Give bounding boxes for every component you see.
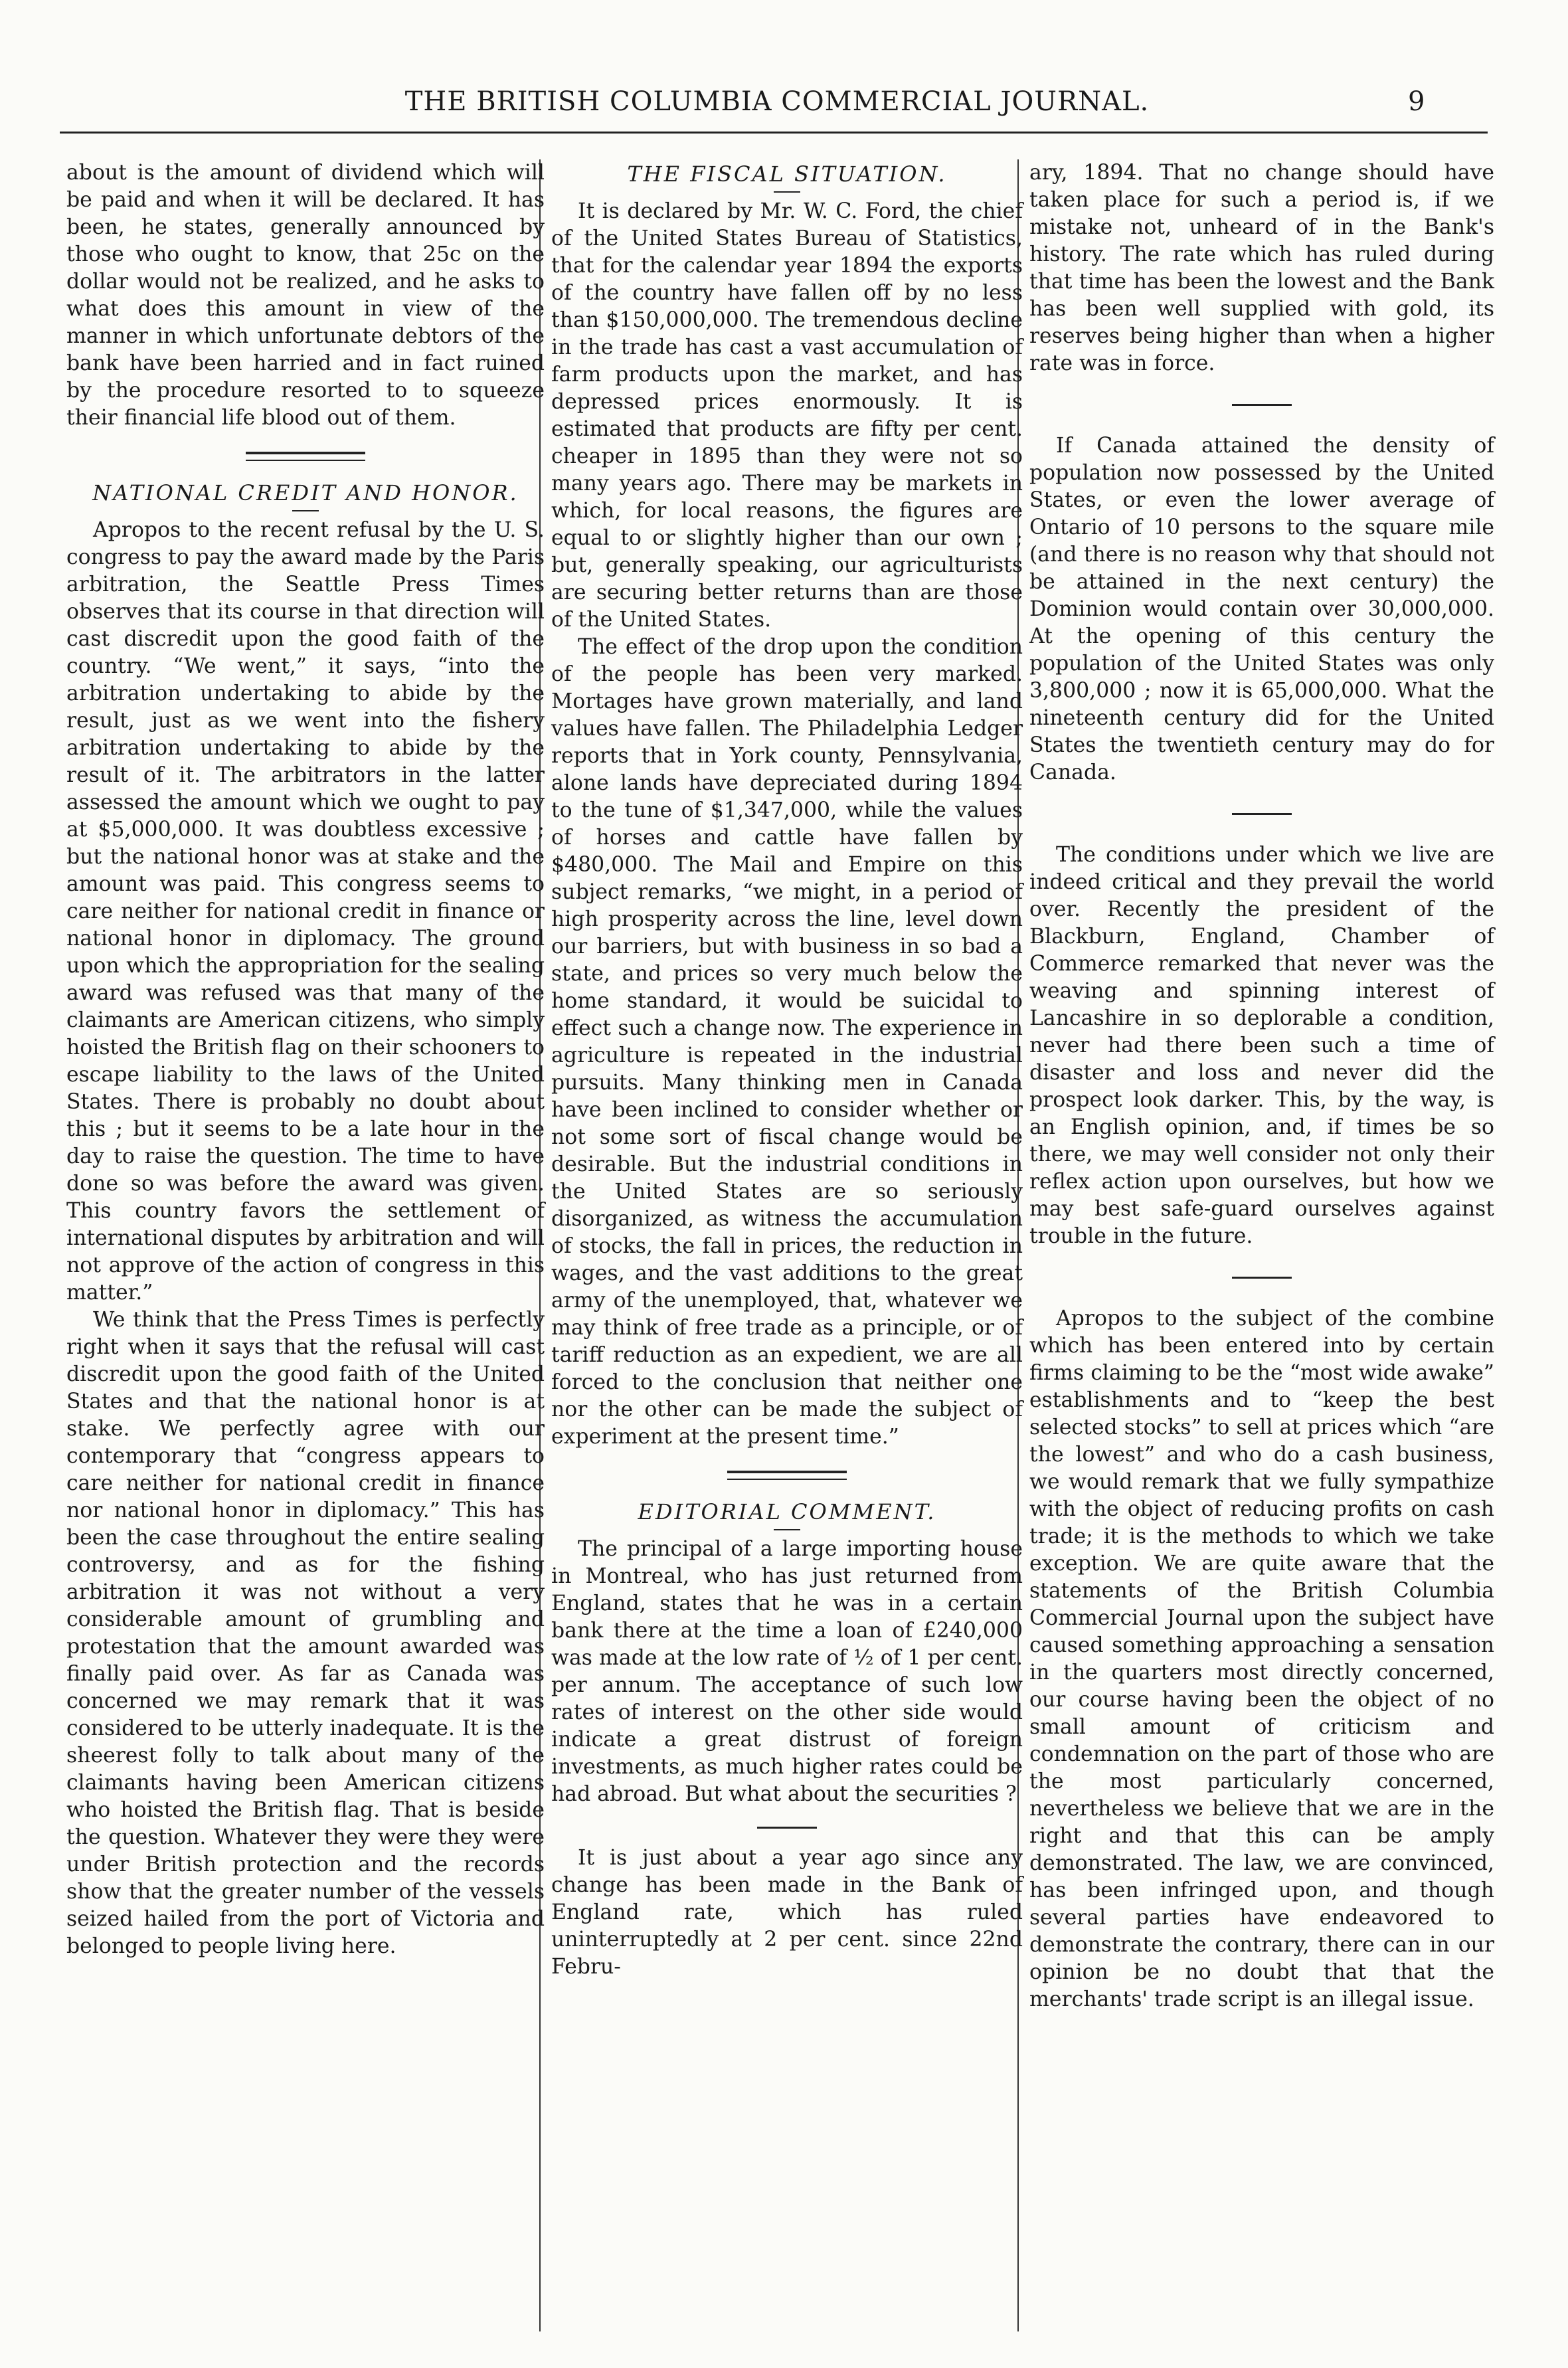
article-continuation: about is the amount of dividend which will be paid and when it will be declared. It has been, he states, generally announced by those who ought to know, that 25c on the dollar would not be realized, and he asks to what does this amount in view of the manner in which unfortunate debtors of the bank have been harried and in fact ruined by the procedure resorted to to squeeze their financial life blood out of them. bbox=[66, 161, 545, 430]
paragraph-national-credit-2: We think that the Press Times is perfectly right when it says that the refusal will cast discredit upon the good faith of the United States and that the national honor is at stake. We perfectly agree with our contemporary that “congress appears to care neither for national credit in finance nor national honor in diplomacy.” This has been the case throughout the entire sealing controversy, and as for the fishing arbitration it was not without a very considerable amount of grumbling and protestation that the amount awarded was finally paid over. As far as Canada was concerned we may remark that it was considered to be utterly inadequate. It is the sheerest folly to talk about many of the claimants having been American citizens who hoisted the British flag. That is beside the question. Whatever they were they were under British protection and the records show that the greater number of the vessels seized hailed from the port of Victoria and belonged to people living here. bbox=[66, 1308, 545, 1958]
header-rule bbox=[60, 132, 1488, 134]
item-separator bbox=[1232, 1277, 1292, 1279]
column-2 bbox=[551, 159, 1023, 1981]
paragraph-conditions: The conditions under which we live are indeed critical and they prevail the world over. Recently the president of the Blackburn, England, Chamber of Commerce remarked that never was the weaving and spinning interest of Lancashire in so deplorable a condition, never had there been such a time of disaster and loss and never did the prospect look darker. This, by the way, is an English opinion, and, if times be so there, we may well consider not only their reflex action upon ourselves, but how we may best safe-guard ourselves against trouble in the future. bbox=[1029, 843, 1494, 1248]
journal-title: THE BRITISH COLUMBIA COMMERCIAL JOURNAL. bbox=[404, 86, 1150, 117]
item-separator bbox=[1232, 813, 1292, 815]
heading-editorial-comment: EDITORIAL COMMENT. bbox=[638, 1499, 936, 1524]
section-rule bbox=[727, 1471, 847, 1480]
paragraph-bank-rate-continued: ary, 1894. That no change should have taken place for such a period is, if we mistake not, unheard of in the Bank's history. The rate which has ruled during that time has been the lowest and the Bank has been well supplied with gold, its reserves being higher than when a higher rate was in force. bbox=[1029, 161, 1494, 375]
column-1 bbox=[66, 159, 545, 1960]
paragraph-national-credit-1: Apropos to the recent refusal by the U. S. congress to pay the award made by the Paris arbitration, the Seattle Press Times observes that its course in that direction will cast discredit upon the good faith of the country. “We went,” it says, “into the arbitration undertaking to abide by the result, just as we went into the fishery arbitration undertaking to abide by the result of it. The arbitrators in the latter assessed the amount which we ought to pay at $5,000,000. It was doubtless excessive ; but the national honor was at stake and the amount was paid. This congress seems to care neither for national credit in finance or national honor in diplomacy. The ground upon which the appropriation for the sealing award was refused was that many of the claimants are American citizens, who simply hoisted the British flag on their schooners to escape liability to the laws of the United States. There is probably no doubt about this ; but it seems to be a late hour in the day to raise the question. The time to have done so was before the award was given. This country favors the settlement of international disputes by arbitration and will not approve of the action of congress in this matter.” bbox=[66, 518, 545, 1305]
paragraph-editorial-2: It is just about a year ago since any change has been made in the Bank of England rate, which has ruled uninterruptedly at 2 per cent. since 22nd Febru- bbox=[551, 1846, 1023, 1979]
item-separator bbox=[1232, 404, 1292, 406]
heading-dash bbox=[292, 510, 319, 511]
page-number: 9 bbox=[1408, 86, 1425, 117]
paragraph-editorial-1: The principal of a large importing house in Montreal, who has just returned from England, states that he was in a certain bank there at the time a loan of £240,000 was made at the low rate of ½ of 1 per cent. per annum. The acceptance of such low rates of interest on the other side would indicate a great distrust of foreign investments, as much higher rates could be had abroad. But what about the securities ? bbox=[551, 1537, 1023, 1806]
heading-national-credit: NATIONAL CREDIT AND HONOR. bbox=[92, 480, 519, 505]
paragraph-fiscal-1: It is declared by Mr. W. C. Ford, the chief of the United States Bureau of Statistics, that for the calendar year 1894 the exports of the country have fallen off by no less than $150,000,000. The tremendous decline in the trade has cast a vast accumulation of farm products upon the market, and has depressed prices enormously. It is estimated that products are fifty per cent. cheaper in 1895 than they were not so many years ago. There may be markets in which, for local reasons, the figures are equal to or slightly higher than our own ; but, generally speaking, our agriculturists are securing better returns than are those of the United States. bbox=[551, 199, 1023, 632]
heading-fiscal-situation: THE FISCAL SITUATION. bbox=[627, 161, 947, 187]
column-3 bbox=[1029, 159, 1494, 2013]
paragraph-fiscal-2: The effect of the drop upon the condition of the people has been very marked. Mortages have grown materially, and land values have fallen. The Philadelphia Ledger reports that in York county, Pennsylvania, alone lands have depreciated during 1894 to the tune of $1,347,000, while the values of horses and cattle have fallen by $480,000. The Mail and Empire on this subject remarks, “we might, in a period of high prosperity across the line, level down our barriers, but with business in so bad a state, and prices so very much below the home standard, it would be suicidal to effect such a change now. The experience in agriculture is repeated in the industrial pursuits. Many thinking men in Canada have been inclined to consider whether or not some sort of fiscal change would be desirable. But the industrial conditions in the United States are so seriously disorganized, as witness the accumulation of stocks, the fall in prices, the reduction in wages, and the vast additions to the great army of the unemployed, that, whatever we may think of free trade as a principle, or of tariff reduction as an expedient, we are all forced to the conclusion that neither one nor the other can be made the subject of experiment at the present time.” bbox=[551, 635, 1023, 1449]
masthead bbox=[0, 86, 1568, 126]
heading-dash bbox=[774, 191, 800, 193]
item-separator bbox=[757, 1827, 817, 1829]
heading-dash bbox=[774, 1529, 800, 1530]
paragraph-population: If Canada attained the density of population now possessed by the United States, or even the lower average of Ontario of 10 persons to the square mile (and there is no reason why that should not be attained in the next century) the Dominion would contain over 30,000,000. At the opening of this century the population of the United States was only 3,800,000 ; now it is 65,000,000. What the nineteenth century did for the United States the twentieth century may do for Canada. bbox=[1029, 434, 1494, 784]
paragraph-combine: Apropos to the subject of the combine which has been entered into by certain firms claiming to be the “most wide awake” establishments and to “keep the best selected stocks” to sell at prices which “are the lowest” and who do a cash business, we would remark that we fully sympathize with the object of reducing profits on cash trade; it is the methods to which we take exception. We are quite aware that the statements of the British Columbia Commercial Journal upon the subject have caused something approaching a sensation in the quarters most directly concerned, our course having been the object of no small amount of criticism and condemnation on the part of those who are the most particularly concerned, nevertheless we believe that we are in the right and that this can be amply demonstrated. The law, we are convinced, has been infringed upon, and though several parties have endeavored to demonstrate the contrary, there can in our opinion be no doubt that that the merchants' trade script is an illegal issue. bbox=[1029, 1307, 1494, 2011]
section-rule bbox=[246, 452, 365, 461]
